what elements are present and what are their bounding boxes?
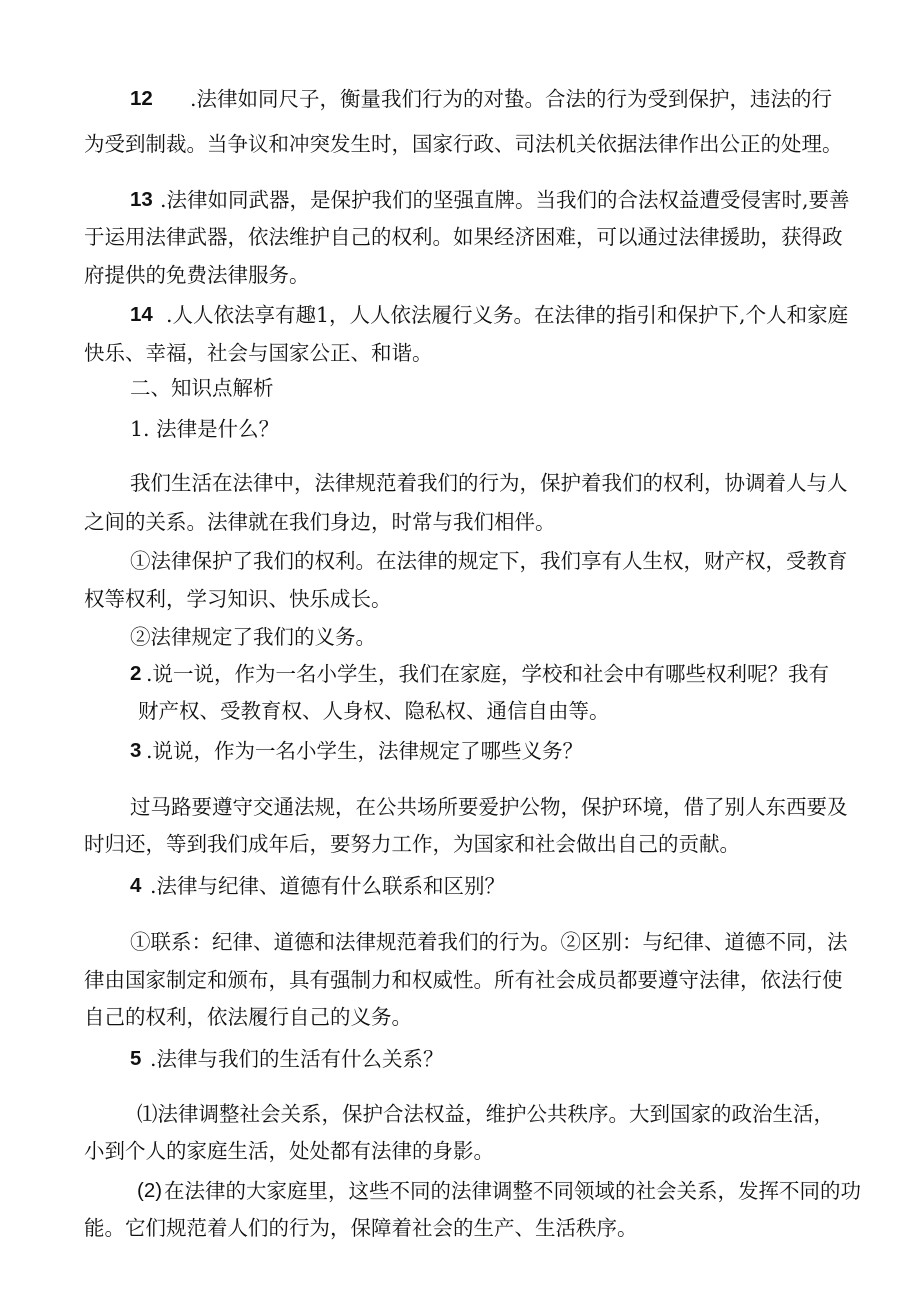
paragraph-13-line-2: 于运用法律武器，依法维护自己的权利。如果经济困难，可以通过法律援助，获得政 (84, 225, 843, 249)
answer-1-line-2: 之间的关系。法律就在我们身边，时常与我们相伴。 (84, 510, 556, 534)
item-number: 12 (130, 87, 153, 110)
line-text: .说说，作为一名小学生，法律规定了哪些义务？ (146, 739, 584, 763)
paragraph-12-line-2: 为受到制裁。当争议和冲突发生时，国家行政、司法机关依据法律作出公正的处理。 (84, 132, 843, 156)
paragraph-13-line-3: 府提供的免费法律服务。 (84, 263, 310, 287)
question-2-line-2: 财产权、受教育权、人身权、隐私权、通信自由等。 (138, 699, 610, 723)
answer-5-point-1-line-2: 小到个人的家庭生活，处处都有法律的身影。 (84, 1139, 494, 1163)
answer-4-line-2: 律由国家制定和颁布，具有强制力和权威性。所有社会成员都要遵守法律，依法行使 (84, 968, 843, 992)
answer-1-point-2: ②法律规定了我们的义务。 (130, 625, 376, 649)
answer-4-line-1: ①联系：纪律、道德和法律规范着我们的行为。②区别：与纪律、道德不同，法 (130, 930, 848, 954)
line-text: .法律与我们的生活有什么关系？ (150, 1047, 444, 1071)
answer-5-point-2-line-2: 能。它们规范着人们的行为，保障着社会的生产、生活秩序。 (84, 1216, 638, 1240)
question-1: 1. 法律是什么？ (130, 417, 280, 441)
line-text: .法律与纪律、道德有什么联系和区别？ (150, 874, 506, 898)
line-text: .人人依法享有趣1，人人依法履行义务。在法律的指引和保护下,个人和家庭 (166, 303, 849, 327)
answer-4-line-3: 自己的权利，依法履行自己的义务。 (84, 1005, 412, 1029)
line-text: .法律如同武器，是保护我们的坚强直牌。当我们的合法权益遭受侵害时,要善 (160, 188, 850, 212)
line-text: .法律如同尺子，衡量我们行为的对蛰。合法的行为受到保护，违法的行 (190, 87, 833, 111)
paragraph-14-line-2: 快乐、幸福，社会与国家公正、和谐。 (84, 341, 433, 365)
item-number: 13 (130, 188, 153, 211)
answer-1-line-1: 我们生活在法律中，法律规范着我们的行为，保护着我们的权利，协调着人与人 (130, 471, 848, 495)
answer-1-point-1-line-2: 权等权利，学习知识、快乐成长。 (84, 587, 392, 611)
answer-5-point-1-line-1: ⑴法律调整社会关系，保护合法权益，维护公共秩序。大到国家的政治生活， (137, 1102, 834, 1126)
answer-1-point-1-line-1: ①法律保护了我们的权利。在法律的规定下，我们享有人生权，财产权，受教育 (130, 549, 848, 573)
item-number: 3 (130, 739, 142, 762)
item-number: 2 (130, 662, 142, 685)
item-number: (2) (137, 1179, 163, 1202)
answer-3-line-1: 过马路要遵守交通法规，在公共场所要爱护公物，保护环境，借了别人东西要及 (130, 795, 848, 819)
item-number: 5 (130, 1047, 142, 1070)
item-number: 14 (130, 303, 153, 326)
section-heading: 二、知识点解析 (130, 376, 274, 400)
item-number: 4 (130, 874, 142, 897)
line-text: 在法律的大家庭里，这些不同的法律调整不同领域的社会关系，发挥不同的功 (164, 1179, 861, 1203)
line-text: .说一说，作为一名小学生，我们在家庭，学校和社会中有哪些权利呢？我有 (146, 662, 830, 686)
answer-3-line-2: 时归还，等到我们成年后，要努力工作，为国家和社会做出自己的贡献。 (84, 832, 740, 856)
